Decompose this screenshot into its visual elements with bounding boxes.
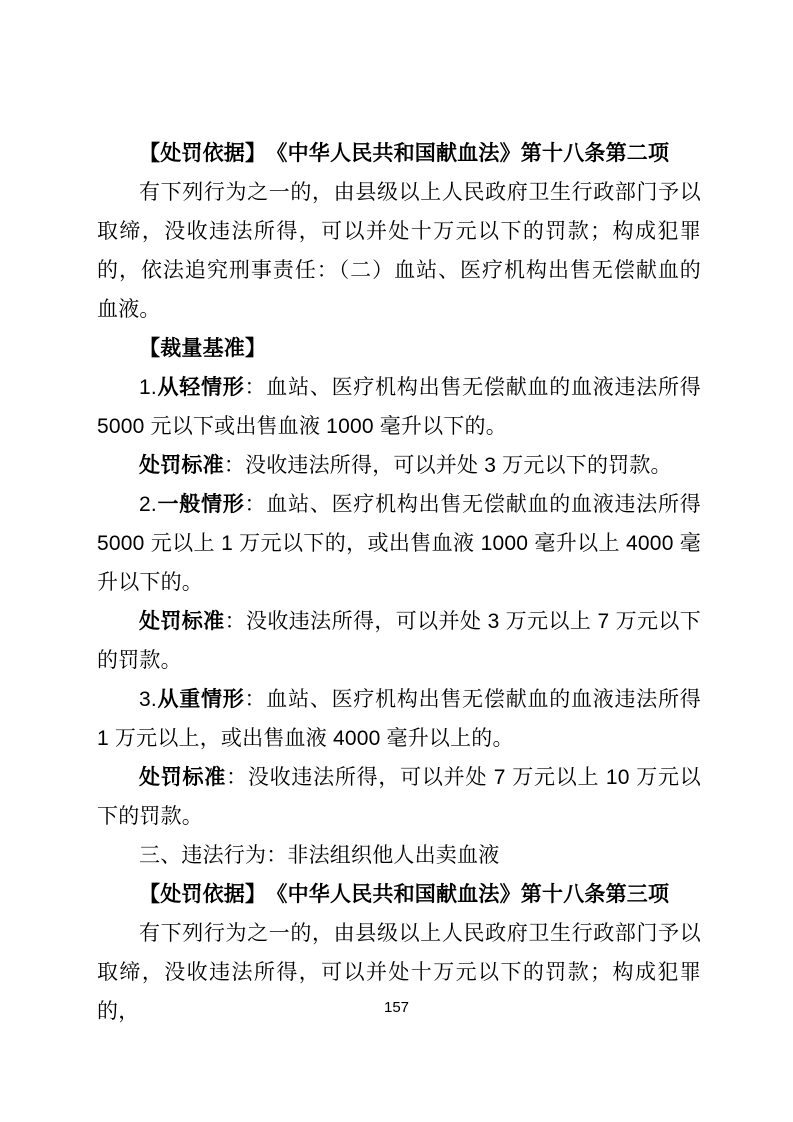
item-text: ：血站、医疗机构出售无偿献血的血液违法所得 1 万元以上，或出售血液 4000 毫升以上的。	[97, 688, 701, 750]
item-number: 2.	[139, 493, 157, 516]
standard-label: 处罚标准	[139, 610, 225, 633]
standard-label: 处罚标准	[139, 766, 227, 789]
item-label: 一般情形	[156, 493, 245, 516]
page-number: 157	[383, 999, 410, 1016]
heading-text: 【处罚依据】 《中华人民共和国献血法》第十八条第二项	[139, 142, 670, 165]
item-label: 从轻情形	[156, 376, 245, 399]
penalty-basis-heading-item2	[97, 134, 701, 173]
heading-text: 【裁量基准】	[139, 337, 267, 360]
item-text: ：血站、医疗机构出售无偿献血的血液违法所得 5000 元以上 1 万元以下的，或出售血液 1000 毫升以上 4000 毫升以下的。	[97, 493, 701, 594]
violation-three-heading	[97, 836, 701, 875]
paragraph-text: 有下列行为之一的，由县级以上人民政府卫生行政部门予以取缔，没收违法所得，可以并处十万元以下的罚款；构成犯罪的，依法追究刑事责任：（二）血站、医疗机构出售无偿献血的血液。	[97, 181, 701, 321]
lenient-circumstance-paragraph	[97, 368, 701, 446]
paragraph-text: 有下列行为之一的，由县级以上人民政府卫生行政部门予以取缔，没收违法所得，可以并处十万元以下的罚款；构成犯罪的，	[97, 922, 701, 1023]
penalty-standard-paragraph-1	[97, 446, 701, 485]
heading-text: 【处罚依据】 《中华人民共和国献血法》第十八条第三项	[139, 883, 670, 906]
item-label: 从重情形	[156, 688, 245, 711]
standard-text: ：没收违法所得，可以并处 7 万元以上 10 万元以下的罚款。	[97, 766, 701, 828]
standard-text: ：没收违法所得，可以并处 3 万元以下的罚款。	[223, 454, 672, 477]
discretion-benchmark-heading	[97, 329, 701, 368]
penalty-standard-paragraph-3	[97, 758, 701, 836]
standard-label: 处罚标准	[139, 454, 224, 477]
standard-text: ：没收违法所得，可以并处 3 万元以上 7 万元以下的罚款。	[97, 610, 701, 672]
heading-text: 三、违法行为：非法组织他人出卖血液	[139, 844, 500, 867]
severe-circumstance-paragraph	[97, 680, 701, 758]
item-text: ：血站、医疗机构出售无偿献血的血液违法所得 5000 元以下或出售血液 1000 毫升以下的。	[97, 376, 701, 438]
item-number: 3.	[139, 688, 157, 711]
page-body	[97, 134, 701, 1031]
penalty-basis-heading-item3	[97, 875, 701, 914]
penalty-standard-paragraph-2	[97, 602, 701, 680]
general-circumstance-paragraph	[97, 485, 701, 602]
item-number: 1.	[139, 376, 157, 399]
law-text-paragraph-item2	[97, 173, 701, 329]
